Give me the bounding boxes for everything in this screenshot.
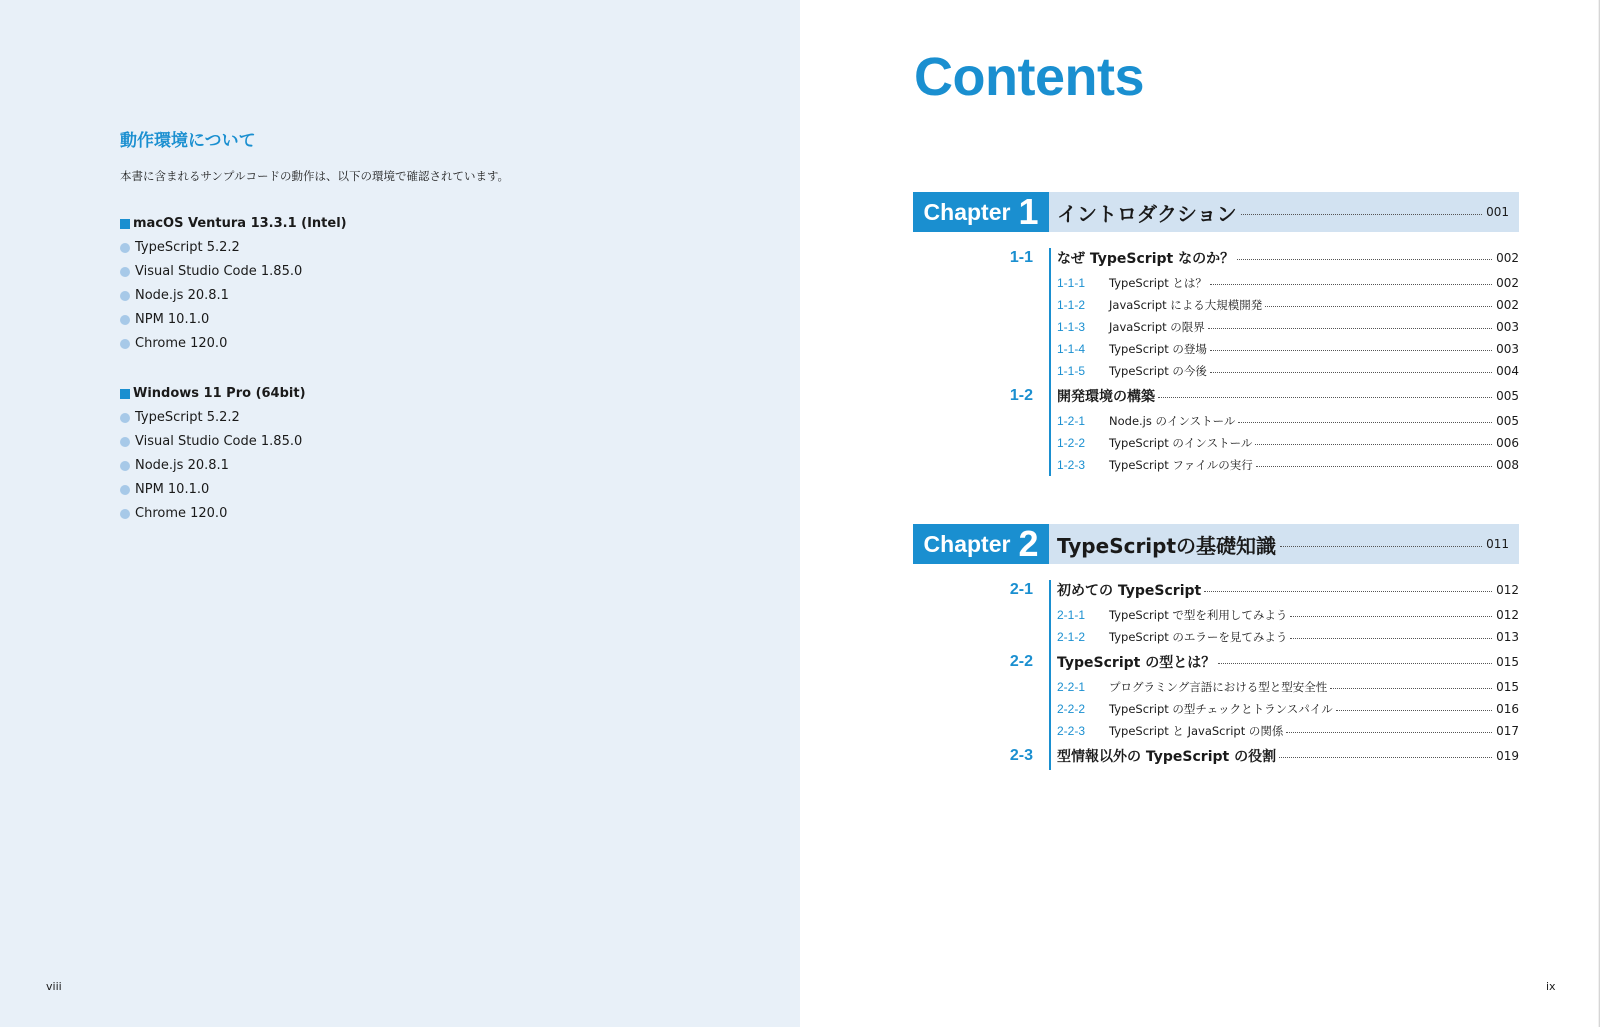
environment-item	[120, 236, 347, 260]
chapter-number: 1	[1018, 191, 1039, 232]
section-page: 015	[1496, 655, 1519, 669]
subsection-page: 015	[1496, 680, 1519, 694]
section-title: なぜ TypeScript なのか？	[1057, 251, 1235, 267]
subsection-title: プログラミング言語における型と型安全性	[1109, 680, 1328, 694]
toc-subsection	[913, 338, 1519, 360]
subsection-title: TypeScript で型を利用してみよう	[1109, 608, 1288, 622]
section-number: 1-1	[1009, 249, 1033, 266]
subsection-number: 2-2-1	[1057, 680, 1086, 694]
square-bullet-icon	[120, 389, 130, 399]
subsection-title: TypeScript の登場	[1109, 342, 1207, 356]
subsection-page: 008	[1496, 458, 1519, 472]
toc-subsection	[913, 676, 1519, 698]
subsection-page: 012	[1496, 608, 1519, 622]
environment-item	[120, 406, 306, 430]
toc-section	[913, 244, 1519, 272]
subsection-number: 1-1-4	[1057, 342, 1086, 356]
subsection-number: 1-1-5	[1057, 364, 1086, 378]
subsection-title: JavaScript による大規模開発	[1109, 298, 1263, 312]
dotted-leader	[1158, 397, 1492, 398]
dotted-leader	[1204, 591, 1492, 592]
chapter-word: Chapter	[923, 530, 1011, 557]
environment-item-label: NPM 10.1.0	[135, 482, 210, 497]
dotted-leader	[1330, 688, 1492, 689]
subsection-title: Node.js のインストール	[1109, 414, 1236, 428]
subsection-title: TypeScript とは？	[1109, 276, 1207, 290]
subsection-number: 1-2-3	[1057, 458, 1086, 472]
chapter-header	[913, 524, 1519, 564]
chapter-header	[913, 192, 1519, 232]
environment-group-macos	[120, 212, 347, 356]
subsection-title: TypeScript の型チェックとトランスパイル	[1109, 702, 1333, 716]
subsection-title: TypeScript ファイルの実行	[1109, 458, 1253, 472]
contents-title: Contents	[914, 47, 1144, 107]
environment-item	[120, 332, 347, 356]
toc-entries	[913, 244, 1519, 476]
circle-bullet-icon	[120, 413, 130, 423]
section-page: 019	[1496, 749, 1519, 763]
subsection-number: 2-1-2	[1057, 630, 1086, 644]
environment-item-label: Node.js 20.8.1	[135, 288, 229, 303]
toc-subsection	[913, 626, 1519, 648]
environment-item	[120, 308, 347, 332]
dotted-leader	[1256, 466, 1492, 467]
subsection-page: 002	[1496, 276, 1519, 290]
subsection-page: 002	[1496, 298, 1519, 312]
section-title: 型情報以外の TypeScript の役割	[1057, 749, 1277, 765]
toc-subsection	[913, 272, 1519, 294]
circle-bullet-icon	[120, 485, 130, 495]
subsection-page: 017	[1496, 724, 1519, 738]
subsection-page: 003	[1496, 342, 1519, 356]
dotted-leader	[1241, 214, 1482, 215]
subsection-number: 1-2-2	[1057, 436, 1086, 450]
subsection-title: TypeScript のインストール	[1109, 436, 1253, 450]
page-number-left: viii	[46, 980, 62, 993]
dotted-leader	[1336, 710, 1492, 711]
dotted-leader	[1280, 546, 1482, 547]
environment-os	[120, 382, 306, 406]
subsection-number: 1-1-3	[1057, 320, 1086, 334]
dotted-leader	[1237, 259, 1492, 260]
toc-subsection	[913, 604, 1519, 626]
subsection-page: 016	[1496, 702, 1519, 716]
subsection-title: JavaScript の限界	[1109, 320, 1205, 334]
environment-item	[120, 502, 306, 526]
chapter-word: Chapter	[923, 198, 1011, 225]
toc-subsection	[913, 454, 1519, 476]
dotted-leader	[1286, 732, 1492, 733]
circle-bullet-icon	[120, 243, 130, 253]
environment-item	[120, 454, 306, 478]
chapter-title: イントロダクション	[1057, 201, 1237, 226]
environment-intro: 本書に含まれるサンプルコードの動作は、以下の環境で確認されています。	[120, 169, 510, 183]
chapter-label	[913, 524, 1049, 564]
dotted-leader	[1290, 638, 1492, 639]
environment-item	[120, 284, 347, 308]
subsection-page: 003	[1496, 320, 1519, 334]
environment-os-label: macOS Ventura 13.3.1 (Intel)	[133, 216, 347, 231]
section-title: 開発環境の構築	[1057, 389, 1155, 405]
environment-os	[120, 212, 347, 236]
toc-subsection	[913, 294, 1519, 316]
toc-subsection	[913, 720, 1519, 742]
environment-item-label: Visual Studio Code 1.85.0	[135, 434, 303, 449]
dotted-leader	[1208, 328, 1492, 329]
chapter-label	[913, 192, 1049, 232]
square-bullet-icon	[120, 219, 130, 229]
chapter-title: TypeScriptの基礎知識	[1057, 533, 1277, 558]
toc-subsection	[913, 410, 1519, 432]
toc-section	[913, 742, 1519, 770]
chapter-title-row	[1057, 524, 1509, 564]
chapter-title-row	[1057, 192, 1509, 232]
environment-group-windows	[120, 382, 306, 526]
toc-subsection	[913, 360, 1519, 382]
circle-bullet-icon	[120, 315, 130, 325]
subsection-page: 013	[1496, 630, 1519, 644]
section-page: 002	[1496, 251, 1519, 265]
circle-bullet-icon	[120, 461, 130, 471]
page-number-right: ix	[1546, 980, 1556, 993]
section-number: 2-2	[1009, 653, 1033, 670]
environment-item-label: Chrome 120.0	[135, 506, 228, 521]
section-number: 2-1	[1009, 581, 1033, 598]
environment-item-label: Node.js 20.8.1	[135, 458, 229, 473]
dotted-leader	[1279, 757, 1492, 758]
environment-item	[120, 260, 347, 284]
dotted-leader	[1210, 350, 1492, 351]
subsection-number: 1-1-1	[1057, 276, 1086, 290]
subsection-title: TypeScript の今後	[1109, 364, 1207, 378]
dotted-leader	[1218, 663, 1492, 664]
chapter-2	[913, 524, 1519, 770]
toc-subsection	[913, 698, 1519, 720]
right-page	[800, 0, 1600, 1027]
dotted-leader	[1210, 372, 1492, 373]
subsection-number: 1-2-1	[1057, 414, 1086, 428]
subsection-page: 004	[1496, 364, 1519, 378]
environment-os-label: Windows 11 Pro (64bit)	[133, 386, 306, 401]
circle-bullet-icon	[120, 267, 130, 277]
section-number: 1-2	[1009, 387, 1033, 404]
environment-item-label: TypeScript 5.2.2	[135, 240, 240, 255]
subsection-page: 006	[1496, 436, 1519, 450]
section-title: TypeScript の型とは？	[1057, 655, 1216, 671]
environment-heading: 動作環境について	[120, 131, 256, 151]
circle-bullet-icon	[120, 291, 130, 301]
section-page: 005	[1496, 389, 1519, 403]
subsection-title: TypeScript と JavaScript の関係	[1109, 724, 1284, 738]
chapter-1	[913, 192, 1519, 476]
subsection-page: 005	[1496, 414, 1519, 428]
toc-section	[913, 576, 1519, 604]
section-title: 初めての TypeScript	[1057, 583, 1202, 599]
dotted-leader	[1265, 306, 1492, 307]
environment-item	[120, 430, 306, 454]
toc-section	[913, 648, 1519, 676]
environment-item	[120, 478, 306, 502]
toc-entries	[913, 576, 1519, 770]
dotted-leader	[1255, 444, 1492, 445]
subsection-title: TypeScript のエラーを見てみよう	[1109, 630, 1288, 644]
environment-item-label: Visual Studio Code 1.85.0	[135, 264, 303, 279]
subsection-number: 1-1-2	[1057, 298, 1086, 312]
toc-subsection	[913, 432, 1519, 454]
dotted-leader	[1290, 616, 1492, 617]
subsection-number: 2-2-3	[1057, 724, 1086, 738]
chapter-number: 2	[1018, 523, 1039, 564]
dotted-leader	[1210, 284, 1492, 285]
environment-item-label: NPM 10.1.0	[135, 312, 210, 327]
subsection-number: 2-2-2	[1057, 702, 1086, 716]
environment-item-label: TypeScript 5.2.2	[135, 410, 240, 425]
subsection-number: 2-1-1	[1057, 608, 1086, 622]
toc-subsection	[913, 316, 1519, 338]
circle-bullet-icon	[120, 437, 130, 447]
section-number: 2-3	[1009, 747, 1033, 764]
section-page: 012	[1496, 583, 1519, 597]
chapter-page: 011	[1486, 537, 1509, 551]
environment-item-label: Chrome 120.0	[135, 336, 228, 351]
chapter-page: 001	[1486, 205, 1509, 219]
dotted-leader	[1238, 422, 1492, 423]
circle-bullet-icon	[120, 339, 130, 349]
circle-bullet-icon	[120, 509, 130, 519]
toc-section	[913, 382, 1519, 410]
